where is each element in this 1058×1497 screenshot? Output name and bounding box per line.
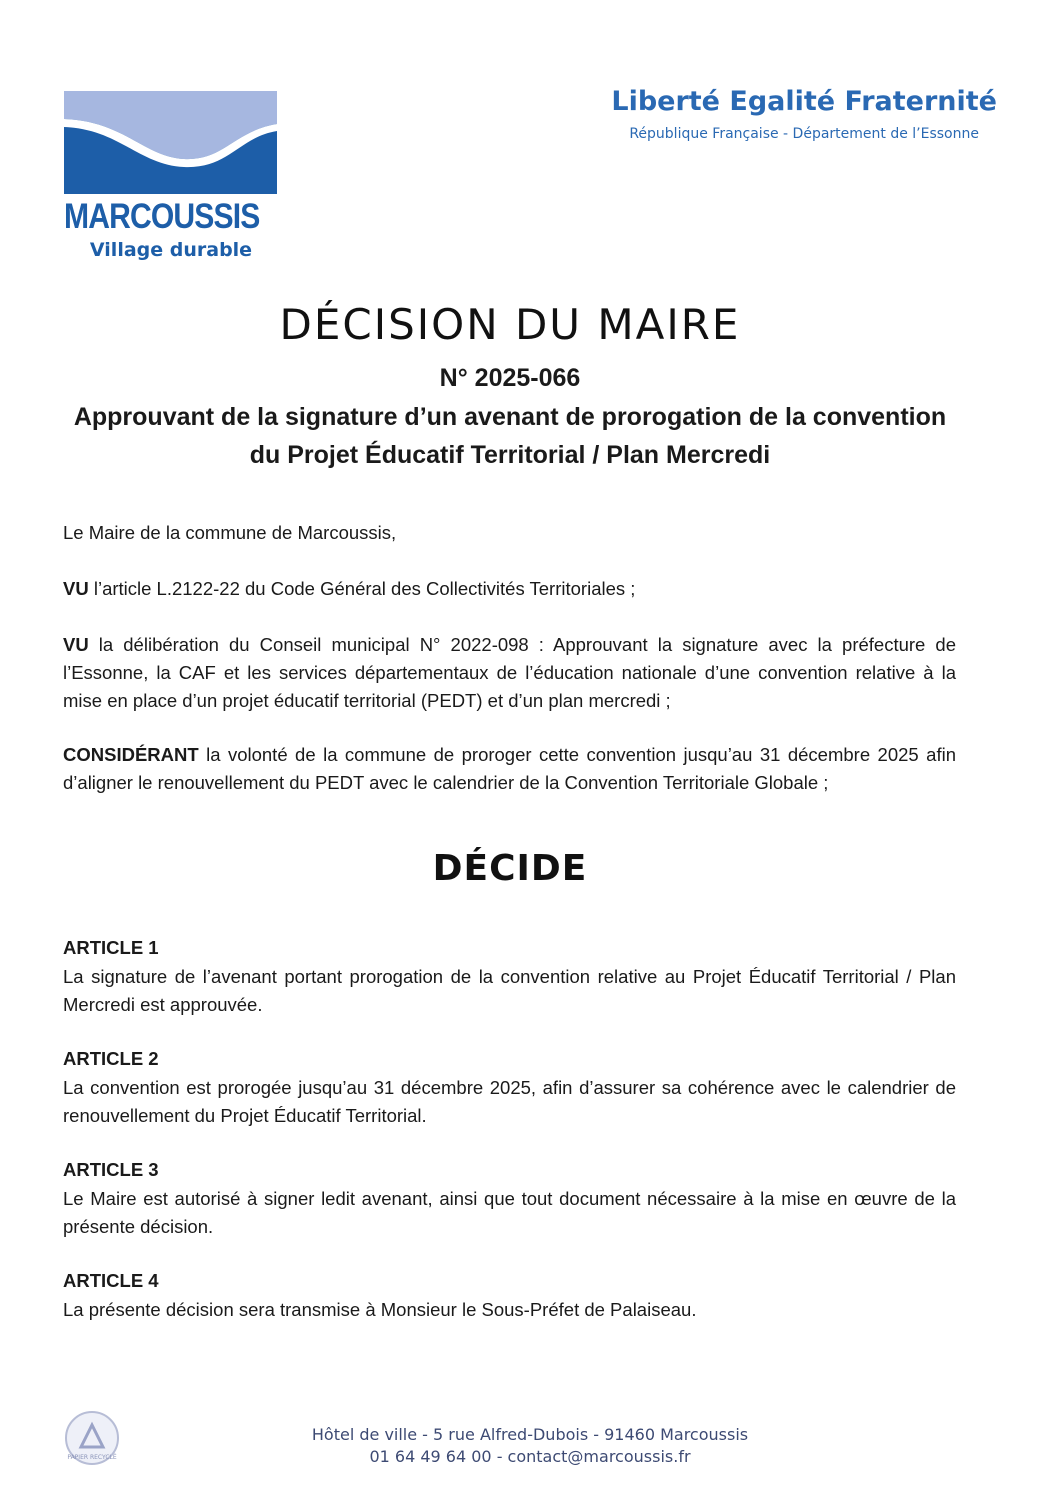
republic-department: République Française - Département de l’Essonne (629, 126, 979, 142)
footer-address: Hôtel de ville - 5 rue Alfred-Dubois - 91460 Marcoussis (311, 1425, 749, 1444)
footer-contact: 01 64 49 64 00 - contact@marcoussis.fr (369, 1447, 691, 1466)
article-text: La convention est prorogée jusqu’au 31 décembre 2025, afin d’assurer sa cohérence avec le calendrier de renouvellement du Projet Éducatif Territorial. (63, 1077, 956, 1126)
article-heading: ARTICLE 3 (63, 1159, 159, 1180)
marcoussis-logo (64, 91, 277, 266)
preamble-intro: Le Maire de la commune de Marcoussis, (63, 522, 397, 543)
vu-keyword: VU (63, 634, 89, 655)
considerant-text: la volonté de la commune de proroger cette convention jusqu’au 31 décembre 2025 afin d’aligner le renouvellement du PEDT avec le calendrier de la Convention Territoriale Globale ; (63, 744, 956, 793)
vu-2-text: la délibération du Conseil municipal N° 2022-098 : Approuvant la signature avec la préfecture de l’Essonne, la CAF et les services départementaux de l’éducation nationale d’une convention relative à la mise en place d’un projet éducatif territorial (PEDT) et d’un plan mercredi ; (63, 634, 956, 711)
preamble-vu-1 (63, 575, 956, 603)
wave-emblem-icon (64, 91, 277, 194)
article-text: La signature de l’avenant portant prorogation de la convention relative au Projet Éducatif Territorial / Plan Mercredi est approuvée. (63, 966, 956, 1015)
article-heading: ARTICLE 2 (63, 1048, 159, 1069)
republic-motto: Liberté Egalité Fraternité (611, 86, 997, 117)
considerant-keyword: CONSIDÉRANT (63, 744, 199, 765)
vu-keyword: VU (63, 578, 89, 599)
recycle-label: PAPIER RECYCLÉ (67, 1454, 117, 1461)
logo-city-name: MARCOUSSIS (64, 197, 260, 236)
article-text: Le Maire est autorisé à signer ledit avenant, ainsi que tout document nécessaire à la mise en œuvre de la présente décision. (63, 1188, 956, 1237)
recycled-paper-icon (63, 1409, 121, 1467)
subject-line-2: du Projet Éducatif Territorial / Plan Mercredi (249, 441, 771, 469)
decide-heading: DÉCIDE (432, 848, 588, 889)
decision-subject (40, 398, 980, 474)
article-heading: ARTICLE 1 (63, 937, 159, 958)
subject-line-1: Approuvant de la signature d’un avenant de prorogation de la convention (73, 403, 947, 431)
logo-tagline: Village durable (89, 239, 253, 261)
document-title: DÉCISION DU MAIRE (279, 300, 741, 349)
vu-1-text: l’article L.2122-22 du Code Général des Collectivités Territoriales ; (88, 578, 636, 599)
article-heading: ARTICLE 4 (63, 1270, 159, 1291)
decision-number: N° 2025-066 (439, 364, 581, 392)
article-text: La présente décision sera transmise à Monsieur le Sous-Préfet de Palaiseau. (63, 1299, 697, 1320)
preamble-vu-2 (63, 631, 956, 715)
preamble-considerant (63, 741, 956, 797)
